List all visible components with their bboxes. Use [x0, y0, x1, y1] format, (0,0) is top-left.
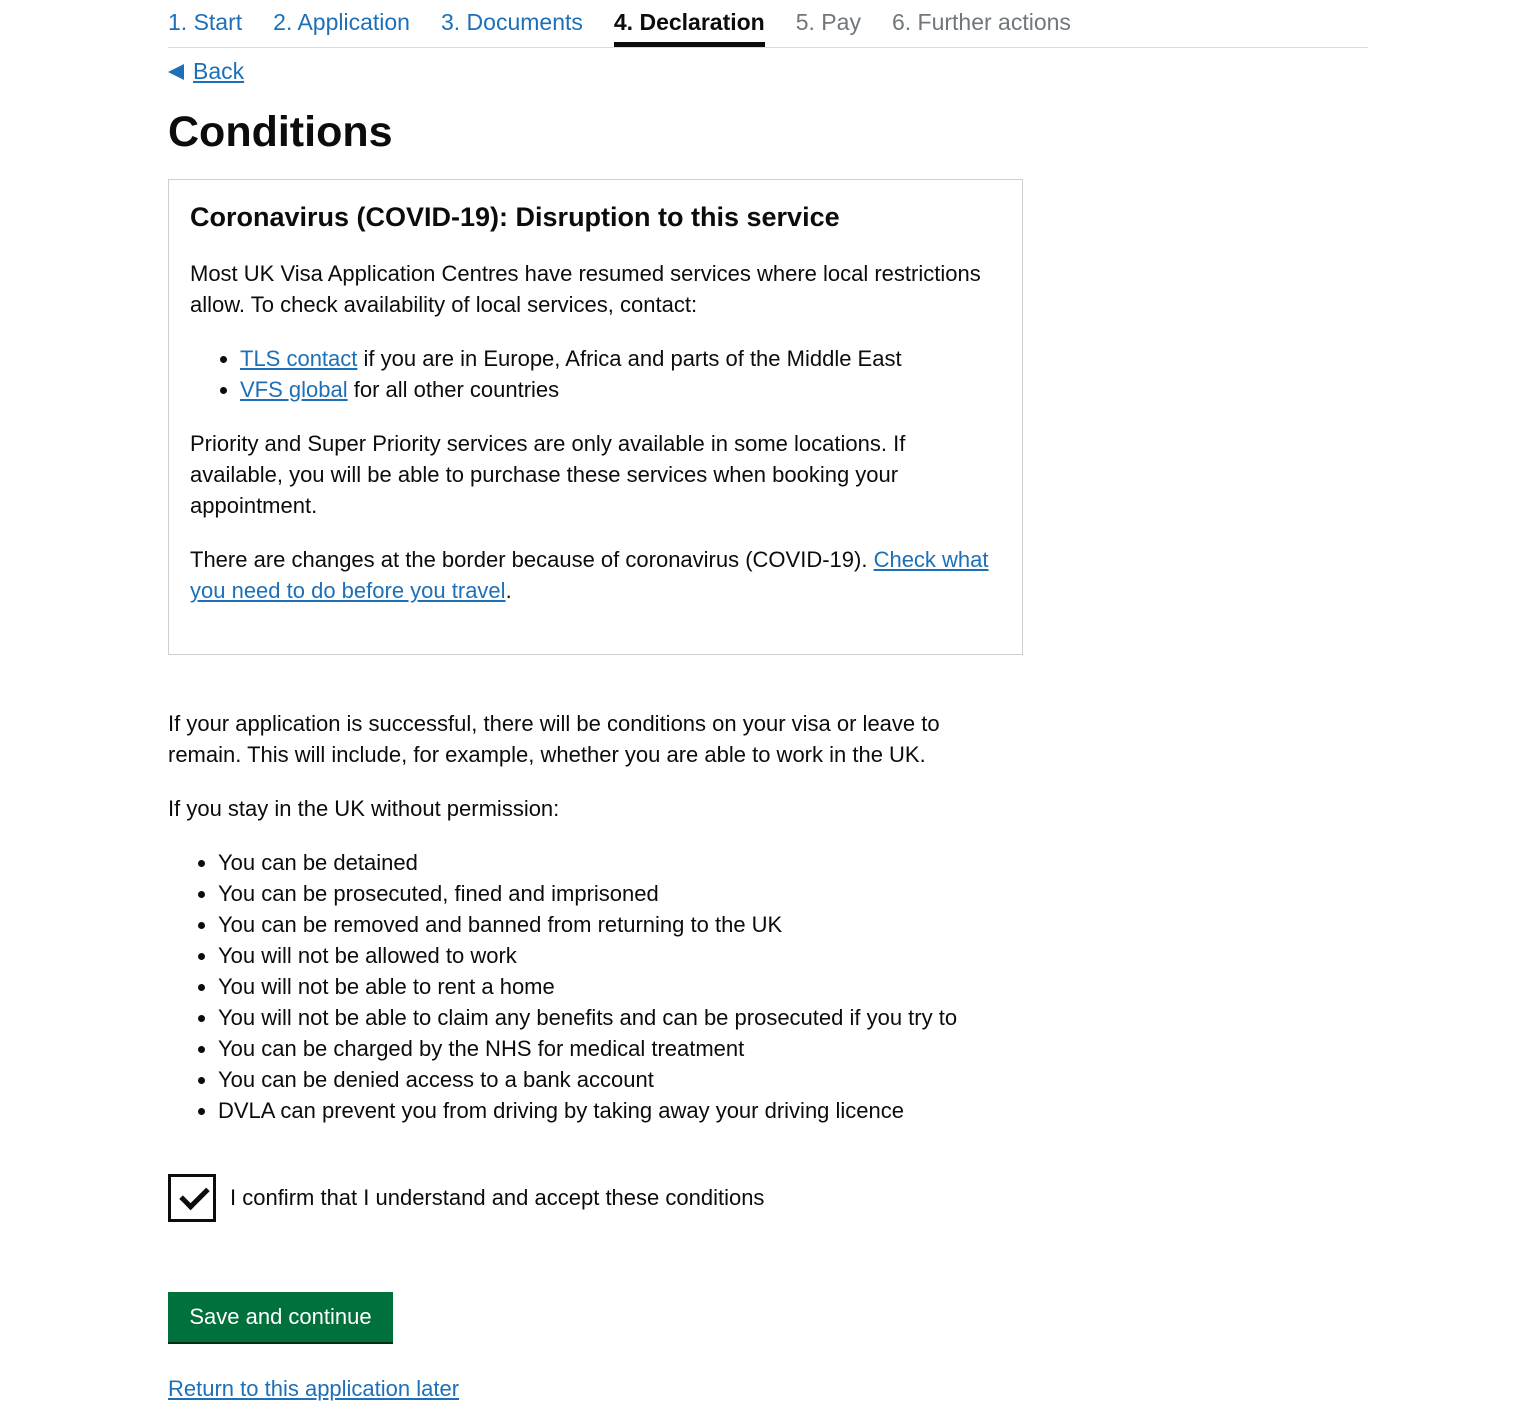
without-permission-text: If you stay in the UK without permission:: [168, 796, 560, 821]
contact-list: [190, 343, 1001, 405]
step-documents[interactable]: 3. Documents: [440, 9, 583, 35]
border-text: There are changes at the border because of coronavirus (COVID-19).: [190, 547, 874, 572]
list-item: [240, 343, 1001, 374]
step-application[interactable]: 2. Application: [273, 9, 410, 35]
notice-title: Coronavirus (COVID-19): Disruption to this service: [190, 202, 840, 232]
priority-text: Priority and Super Priority services are only available in some locations. If available, you will be able to purchase these services when booking your appointment.: [190, 431, 906, 518]
save-and-continue-button[interactable]: Save and continue: [168, 1292, 393, 1342]
step-start[interactable]: 1. Start: [168, 9, 243, 35]
back-arrow-icon: [168, 64, 184, 80]
check-icon: [179, 1180, 209, 1210]
list-item: • You will not be able to rent a home: [218, 971, 998, 1002]
confirm-checkbox[interactable]: [168, 1174, 216, 1222]
return-later-link[interactable]: Return to this application later: [168, 1376, 460, 1401]
list-item: • You can be charged by the NHS for medical treatment: [218, 1033, 998, 1064]
main-wrapper: [168, 0, 1368, 1401]
step-further-actions: 6. Further actions: [891, 9, 1071, 35]
tls-contact-text: if you are in Europe, Africa and parts of the Middle East: [357, 346, 902, 371]
list-item: [240, 374, 1001, 405]
conditions-intro: If your application is successful, there will be conditions on your visa or leave to remain. This will include, for example, whether you are able to work in the UK.: [168, 711, 940, 767]
vfs-global-text: for all other countries: [347, 377, 560, 402]
step-navigation: [168, 0, 1368, 48]
back-link-text: Back: [193, 58, 245, 84]
consequences-list: [168, 847, 998, 1126]
list-item: • You can be removed and banned from returning to the UK: [218, 909, 998, 940]
confirm-checkbox-group[interactable]: [168, 1174, 764, 1222]
list-item: • You will not be allowed to work: [218, 940, 998, 971]
page-title: Conditions: [168, 108, 393, 156]
list-item: • You can be denied access to a bank account: [218, 1064, 998, 1095]
border-paragraph: [190, 544, 1001, 606]
vfs-global-link[interactable]: VFS global: [240, 377, 348, 402]
back-link[interactable]: [168, 58, 244, 85]
notice-intro: Most UK Visa Application Centres have resumed services where local restrictions allow. To check availability of local services, contact:: [190, 261, 981, 317]
step-pay: 5. Pay: [795, 9, 861, 35]
step-declaration: 4. Declaration: [614, 0, 765, 47]
confirm-label[interactable]: I confirm that I understand and accept these conditions: [230, 1185, 765, 1210]
list-item: • You can be prosecuted, fined and imprisoned: [218, 878, 998, 909]
check-travel-link[interactable]: Check what you need to do before you travel: [190, 547, 989, 603]
border-end: .: [505, 578, 512, 603]
list-item: • DVLA can prevent you from driving by taking away your driving licence: [218, 1095, 998, 1126]
covid-notice-panel: [168, 179, 1023, 655]
list-item: • You can be detained: [218, 847, 998, 878]
tls-contact-link[interactable]: TLS contact: [240, 346, 358, 371]
conditions-content: [168, 708, 998, 1149]
list-item: • You will not be able to claim any benefits and can be prosecuted if you try to: [218, 1002, 998, 1033]
